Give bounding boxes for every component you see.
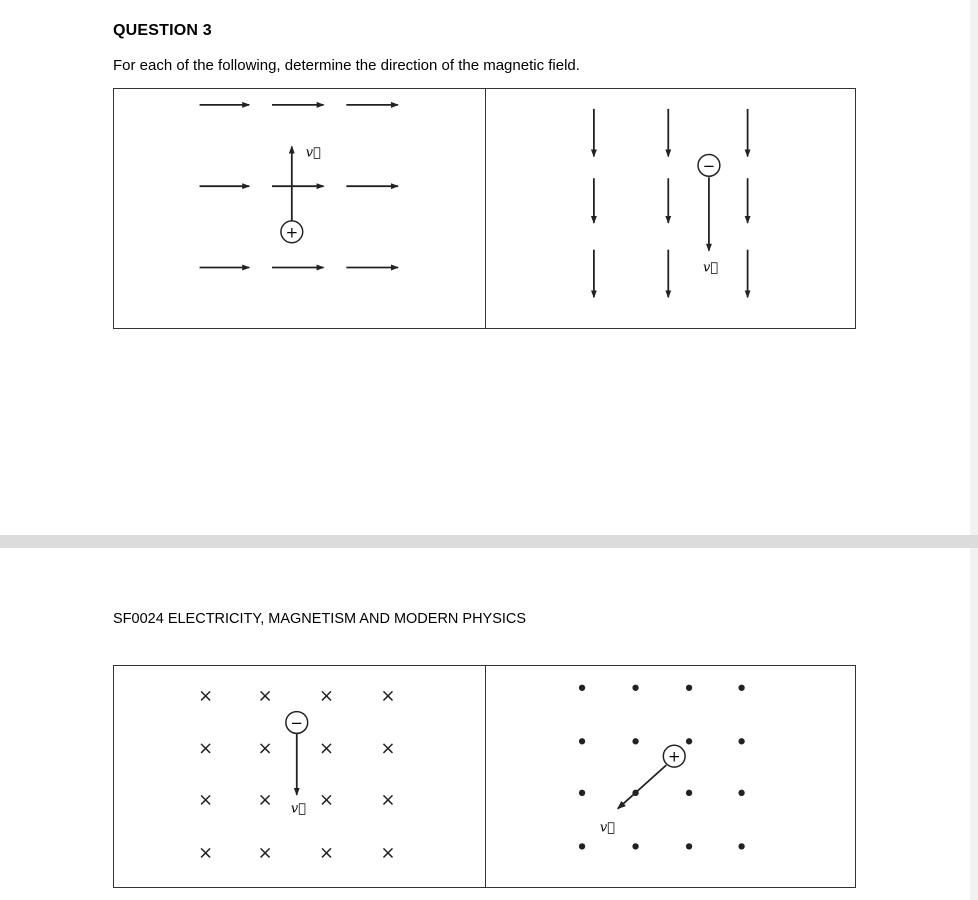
- svg-text:×: ×: [257, 789, 273, 811]
- document-page-2: [0, 548, 970, 900]
- svg-text:×: ×: [198, 789, 214, 811]
- svg-text:×: ×: [257, 842, 273, 864]
- field-lines-right: [200, 105, 398, 268]
- question-heading: QUESTION 3: [113, 22, 212, 39]
- diagram-d-field-out-of-page-positive-diagonal: [485, 666, 856, 887]
- svg-text:×: ×: [380, 685, 396, 707]
- diagram-a-svg: [114, 89, 485, 328]
- svg-text:×: ×: [319, 685, 334, 707]
- diagram-c-field-into-page-negative-down: [114, 666, 485, 887]
- question-instruction: For each of the following, determine the direction of the magnetic field.: [113, 57, 580, 74]
- velocity-label: v⃗: [702, 260, 718, 276]
- svg-text:×: ×: [319, 842, 334, 864]
- svg-text:×: ×: [380, 789, 396, 811]
- velocity-arrow-diagonal: [617, 765, 666, 809]
- velocity-label: v⃗: [290, 801, 306, 817]
- svg-text:×: ×: [198, 842, 214, 864]
- svg-text:×: ×: [198, 685, 214, 707]
- diagram-c-svg: [114, 666, 485, 887]
- negative-charge-sign: −: [290, 713, 303, 732]
- svg-text:×: ×: [257, 738, 273, 760]
- svg-text:×: ×: [380, 842, 396, 864]
- positive-charge-sign: +: [667, 747, 680, 766]
- diagram-b-svg: [486, 89, 856, 328]
- field-lines-down: [593, 109, 747, 297]
- svg-text:×: ×: [257, 685, 273, 707]
- scrollbar-track[interactable]: [969, 0, 978, 900]
- velocity-label: v⃗: [599, 820, 615, 836]
- svg-text:×: ×: [198, 738, 214, 760]
- diagram-b-field-down-negative-down: [485, 89, 856, 328]
- svg-text:×: ×: [380, 738, 396, 760]
- velocity-label: v⃗: [305, 145, 321, 161]
- page-separator: [0, 535, 978, 548]
- figure-table-row-2: [113, 665, 856, 888]
- diagram-d-svg: [486, 666, 856, 887]
- course-title: SF0024 ELECTRICITY, MAGNETISM AND MODERN PHYSICS: [113, 611, 527, 627]
- svg-text:×: ×: [319, 789, 334, 811]
- svg-text:×: ×: [319, 738, 334, 760]
- figure-table-row-1: [113, 88, 856, 329]
- diagram-a-field-right-positive-up: [114, 89, 485, 328]
- negative-charge-sign: −: [702, 156, 715, 175]
- positive-charge-sign: +: [285, 223, 299, 242]
